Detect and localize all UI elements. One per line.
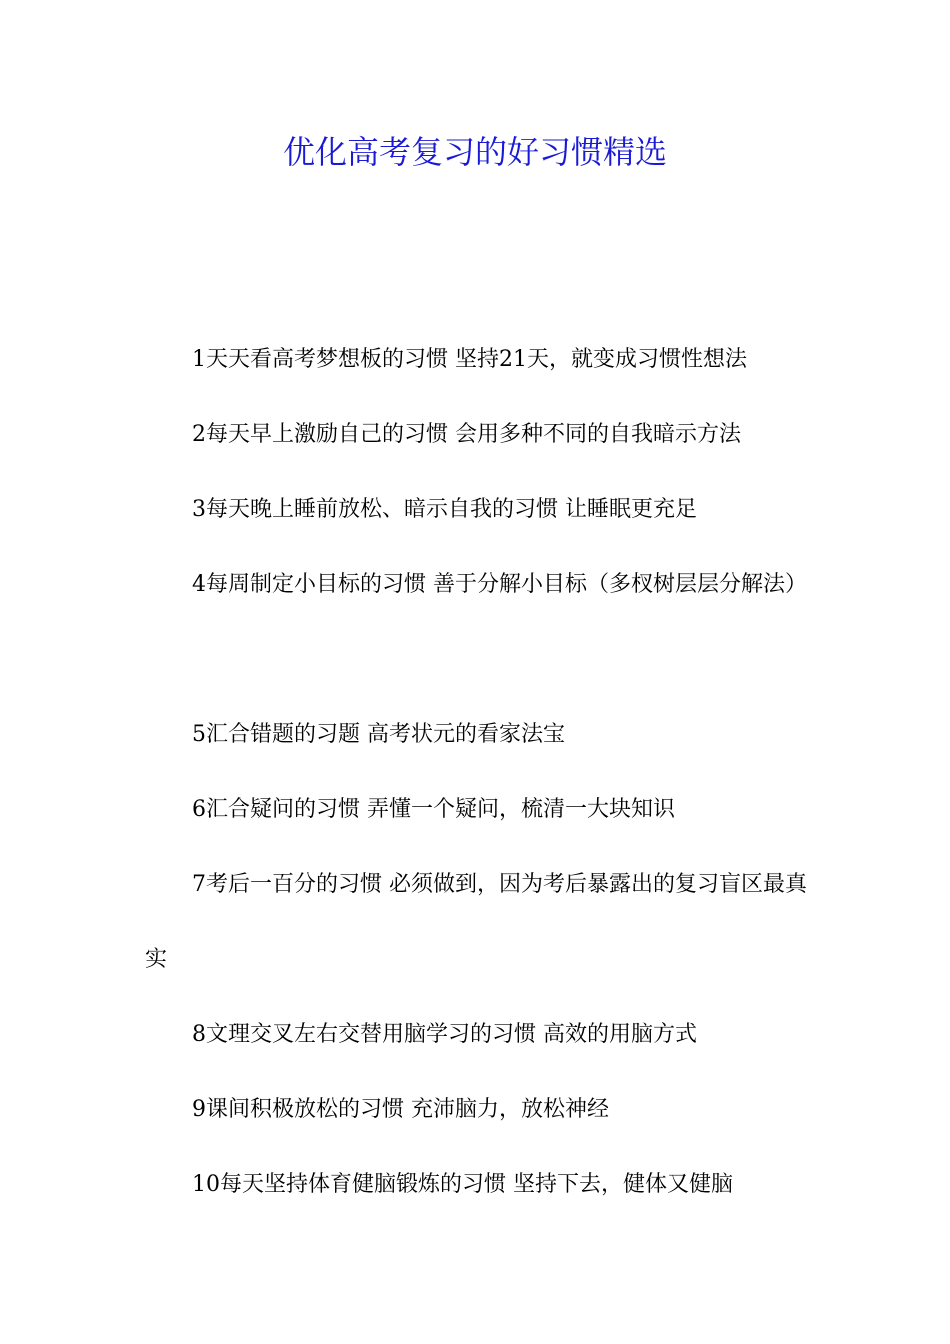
paragraph-3: 3每天晚上睡前放松、暗示自我的习惯 让睡眠更充足 [192,497,697,522]
paragraph-9: 9课间积极放松的习惯 充沛脑力，放松神经 [192,1097,609,1122]
paragraph-2: 2每天早上激励自己的习惯 会用多种不同的自我暗示方法 [192,422,741,447]
paragraph-6: 6汇合疑问的习惯 弄懂一个疑问，梳清一大块知识 [192,797,675,822]
paragraph-5: 5汇合错题的习题 高考状元的看家法宝 [192,722,565,747]
paragraph-1: 1天天看高考梦想板的习惯 坚持21天，就变成习惯性想法 [192,347,747,372]
document-title: 优化高考复习的好习惯精选 [282,133,667,171]
paragraph-7: 7考后一百分的习惯 必须做到，因为考后暴露出的复习盲区最真实 [145,872,807,972]
paragraph-10: 10每天坚持体育健脑锻炼的习惯 坚持下去，健体又健脑 [192,1172,733,1197]
paragraph-4: 4每周制定小目标的习惯 善于分解小目标（多杈树层层分解法） [192,572,807,597]
paragraph-8: 8文理交叉左右交替用脑学习的习惯 高效的用脑方式 [192,1022,697,1047]
